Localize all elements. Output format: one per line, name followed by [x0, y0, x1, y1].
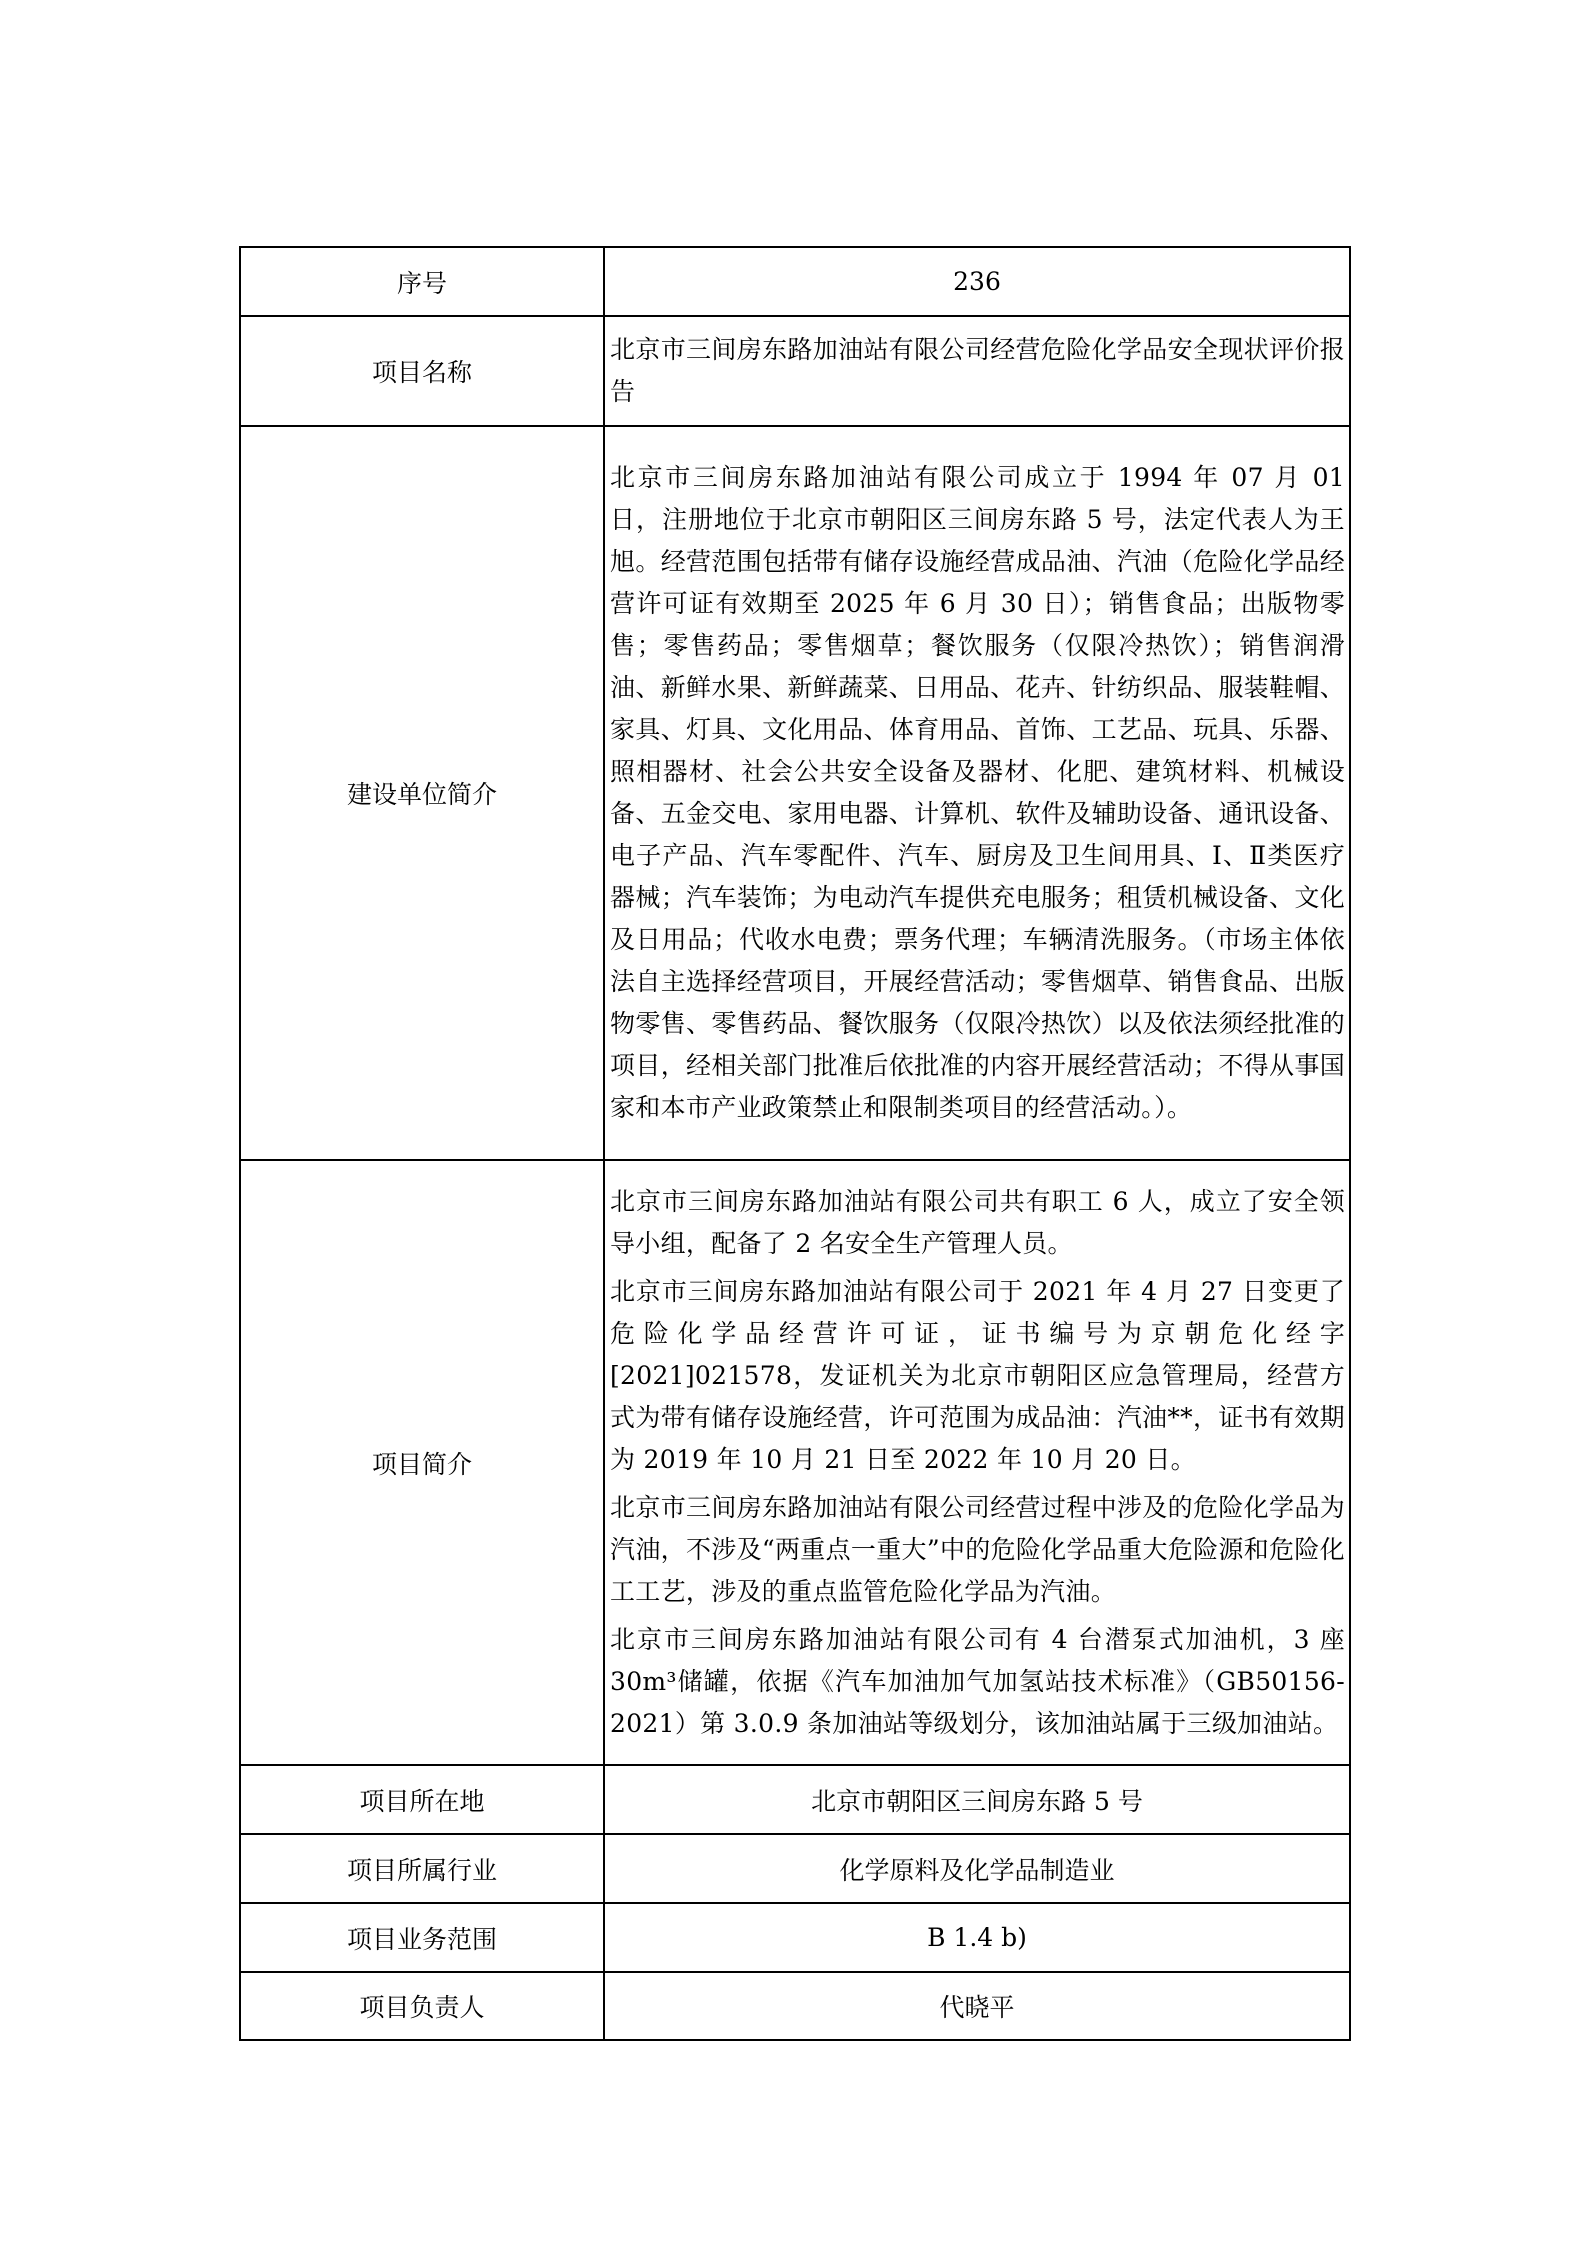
table-row-leader — [240, 1972, 1350, 2040]
project-name-value: 北京市三间房东路加油站有限公司经营危险化学品安全现状评价报告 — [610, 335, 1345, 406]
project-intro-body — [605, 1175, 1349, 1751]
project-info-table — [239, 246, 1351, 2041]
unit-intro-value: 北京市三间房东路加油站有限公司成立于 1994 年 07 月 01 日，注册地位于北京市朝阳区三间房东路 5 号，法定代表人为王旭。经营范围包括带有储存设施经营成品油、汽油（危险化学品经营许可证有效期至 2025 年 6 月 30 日）；销售食品；出版物零售；零售药品；零售烟草；餐饮服务（仅限冷热饮）；销售润滑油、新鲜水果、新鲜蔬菜、日用品、花卉、针纺织品、服装鞋帽、家具、灯具、文化用品、体育用品、首饰、工艺品、玩具、乐器、照相器材、社会公共安全设备及器材、化肥、建筑材料、机械设备、五金交电、家用电器、计算机、软件及辅助设备、通讯设备、电子产品、汽车零配件、汽车、厨房及卫生间用具、I、Ⅱ类医疗器械；汽车装饰；为电动汽车提供充电服务；租赁机械设备、文化及日用品；代收水电费；票务代理；车辆清洗服务。（市场主体依法自主选择经营项目，开展经营活动；零售烟草、销售食品、出版物零售、零售药品、餐饮服务（仅限冷热饮）以及依法须经批准的项目，经相关部门批准后依批准的内容开展经营活动；不得从事国家和本市产业政策禁止和限制类项目的经营活动。）。 — [610, 463, 1345, 1122]
table-row-unit-intro — [240, 426, 1350, 1160]
table-row-industry — [240, 1834, 1350, 1903]
project-intro-paragraph: 北京市三间房东路加油站有限公司有 4 台潜泵式加油机，3 座 30m³储罐，依据《汽车加油加气加氢站技术标准》（GB50156-2021）第 3.0.9 条加油站等级划分，该加油站属于三级加油站。 — [610, 1624, 1345, 1738]
table-row-project-name — [240, 316, 1350, 426]
table-row-project-intro — [240, 1160, 1350, 1765]
project-intro-cell — [604, 1160, 1350, 1765]
project-intro-paragraph: 北京市三间房东路加油站有限公司经营过程中涉及的危险化学品为汽油，不涉及“两重点一重大”中的危险化学品重大危险源和危险化工工艺，涉及的重点监管危险化学品为汽油。 — [610, 1492, 1345, 1606]
table-row-business-scope — [240, 1903, 1350, 1972]
project-intro-paragraph: 北京市三间房东路加油站有限公司共有职工 6 人，成立了安全领导小组，配备了 2 名安全生产管理人员。 — [610, 1186, 1345, 1258]
table-row-location — [240, 1765, 1350, 1834]
industry-label: 项目所属行业 — [240, 1834, 604, 1903]
serial-value: 236 — [604, 247, 1350, 316]
unit-intro-cell — [604, 426, 1350, 1160]
serial-label: 序号 — [240, 247, 604, 316]
location-value: 北京市朝阳区三间房东路 5 号 — [604, 1765, 1350, 1834]
location-label: 项目所在地 — [240, 1765, 604, 1834]
project-intro-paragraph: 北京市三间房东路加油站有限公司于 2021 年 4 月 27 日变更了危险化学品经营许可证，证书编号为京朝危化经字[2021]021578，发证机关为北京市朝阳区应急管理局，经营方式为带有储存设施经营，许可范围为成品油：汽油**，证书有效期为 2019 年 10 月 21 日至 2022 年 10 月 20 日。 — [610, 1276, 1345, 1474]
leader-value: 代晓平 — [604, 1972, 1350, 2040]
table-row-serial — [240, 247, 1350, 316]
industry-value: 化学原料及化学品制造业 — [604, 1834, 1350, 1903]
unit-intro-label: 建设单位简介 — [240, 426, 604, 1160]
project-intro-label: 项目简介 — [240, 1160, 604, 1765]
project-name-label: 项目名称 — [240, 316, 604, 426]
project-name-cell — [604, 316, 1350, 426]
leader-label: 项目负责人 — [240, 1972, 604, 2040]
business-scope-label: 项目业务范围 — [240, 1903, 604, 1972]
business-scope-value: B 1.4 b) — [604, 1903, 1350, 1972]
